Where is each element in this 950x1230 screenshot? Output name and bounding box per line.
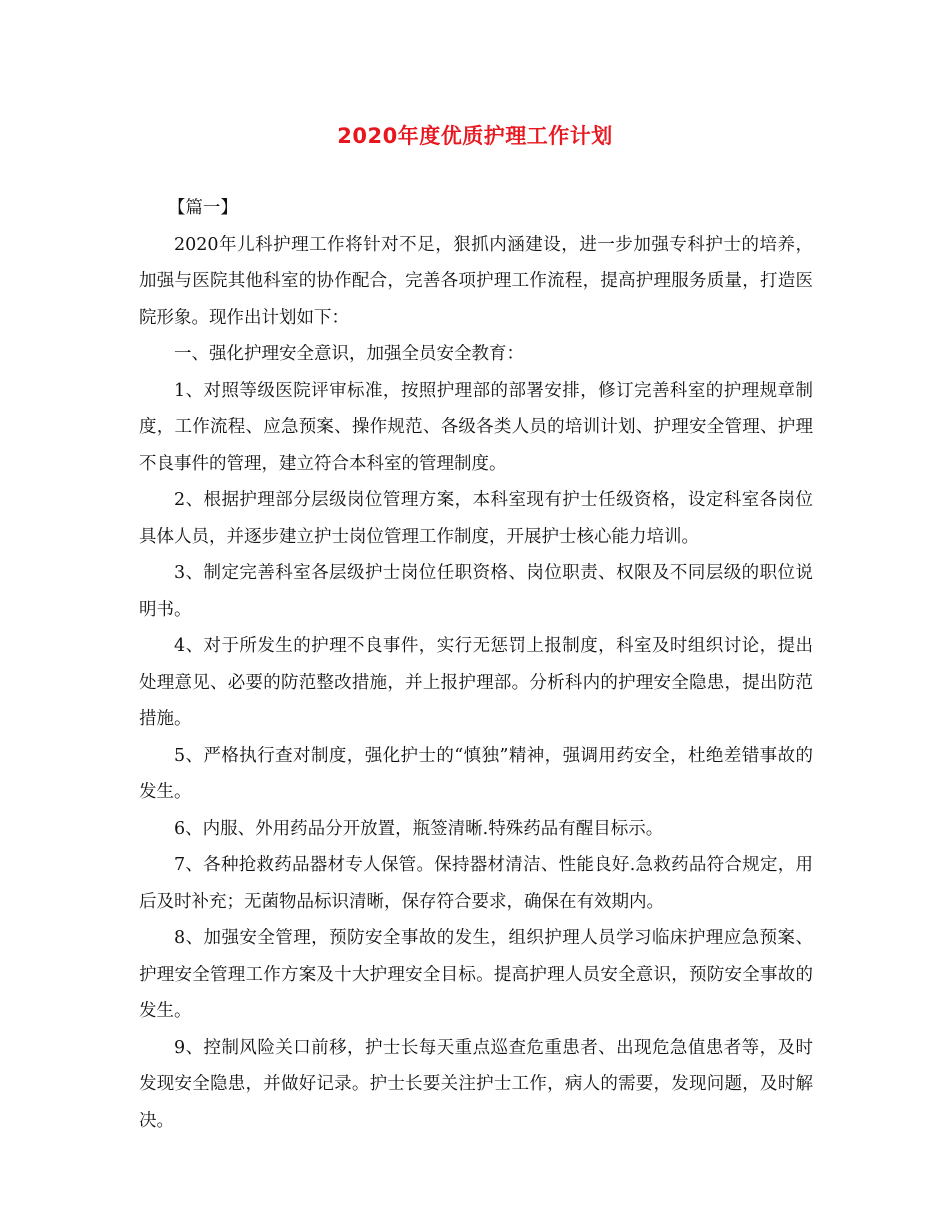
paragraph-item-7: 7、各种抢救药品器材专人保管。保持器材清洁、性能良好.急救药品符合规定，用后及时补充；无菌物品标识清晰，保存符合要求，确保在有效期内。 <box>139 855 813 912</box>
paragraph-item-2: 2、根据护理部分层级岗位管理方案，本科室现有护士任级资格，设定科室各岗位具体人员，并逐步建立护士岗位管理工作制度，开展护士核心能力培训。 <box>139 490 813 547</box>
paragraph-item-4: 4、对于所发生的护理不良事件，实行无惩罚上报制度，科室及时组织讨论，提出处理意见、必要的防范整改措施，并上报护理部。分析科内的护理安全隐患，提出防范措施。 <box>139 636 813 729</box>
document-title: 2020年度优质护理工作计划 <box>337 124 613 148</box>
paragraph-item-1: 1、对照等级医院评审标准，按照护理部的部署安排，修订完善科室的护理规章制度，工作流程、应急预案、操作规范、各级各类人员的培训计划、护理安全管理、护理不良事件的管理，建立符合本科室的管理制度。 <box>139 380 813 474</box>
paragraph-item-5: 5、严格执行查对制度，强化护士的“慎独”精神，强调用药安全，杜绝差错事故的发生。 <box>139 745 813 802</box>
paragraph-intro: 2020年儿科护理工作将针对不足，狠抓内涵建设，进一步加强专科护士的培养，加强与医院其他科室的协作配合，完善各项护理工作流程，提高护理服务质量，打造医院形象。现作出计划如下： <box>139 234 813 328</box>
document-body <box>139 190 813 1139</box>
section-label: 【篇一】 <box>167 198 238 218</box>
paragraph-item-8: 8、加强安全管理，预防安全事故的发生，组织护理人员学习临床护理应急预案、护理安全管理工作方案及十大护理安全目标。提高护理人员安全意识，预防安全事故的发生。 <box>139 928 813 1021</box>
paragraph-heading-1: 一、强化护理安全意识，加强全员安全教育： <box>174 344 524 364</box>
paragraph-item-6: 6、内服、外用药品分开放置，瓶签清晰.特殊药品有醒目标示。 <box>174 818 664 839</box>
paragraph-item-9: 9、控制风险关口前移，护士长每天重点巡查危重患者、出现危急值患者等，及时发现安全隐患，并做好记录。护士长要关注护士工作，病人的需要，发现问题，及时解决。 <box>139 1037 813 1131</box>
paragraph-item-3: 3、制定完善科室各层级护士岗位任职资格、岗位职责、权限及不同层级的职位说明书。 <box>139 563 813 620</box>
